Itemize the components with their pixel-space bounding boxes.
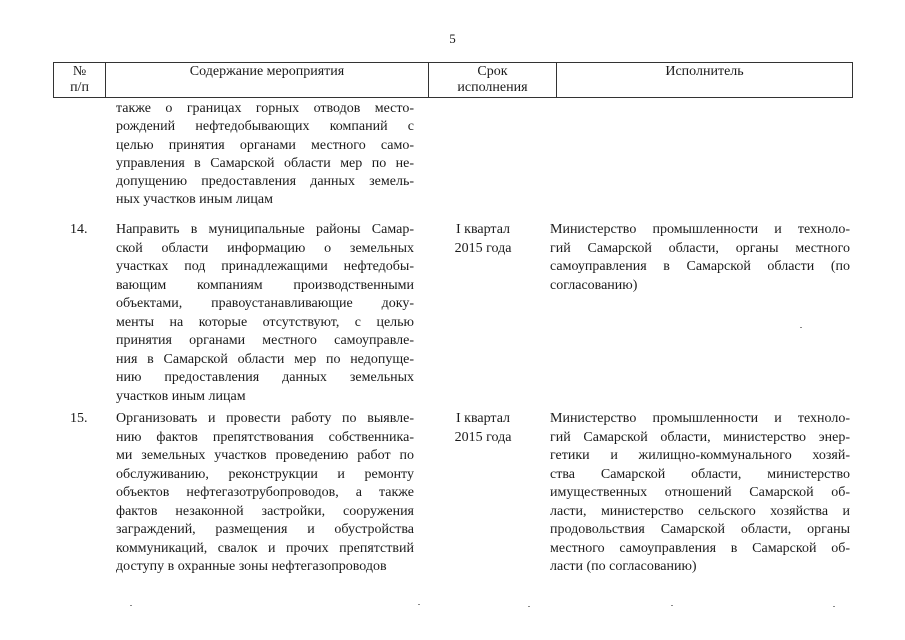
row-executor <box>550 410 850 577</box>
scan-speck <box>833 606 835 607</box>
content-line: принятия органами местного самоуправле- <box>116 333 414 348</box>
term-line: I квартал <box>455 222 511 237</box>
content-line: ми земельных участков проведению работ по <box>116 448 414 463</box>
continuation-line: целью принятия органами местного само- <box>116 137 414 153</box>
scan-speck <box>130 605 132 606</box>
continuation-line: управления в Самарской области мер по не- <box>116 155 414 171</box>
executor-line: ласти, министерство сельского хозяйства и <box>550 503 850 519</box>
executor-line: местного самоуправления в Самарской об- <box>550 540 850 556</box>
header-col-term-line1: Срок <box>477 64 508 79</box>
scan-speck <box>528 606 530 607</box>
executor-line: гий Самарской области, министерство энер- <box>550 429 850 445</box>
scan-speck <box>800 327 802 328</box>
row-term <box>438 221 528 258</box>
continuation-line: ных участков иным лицам <box>116 192 273 208</box>
header-col-content: Содержание мероприятия <box>106 63 429 98</box>
executor-line: ласти (по согласованию) <box>550 559 697 574</box>
row-term <box>438 410 528 447</box>
scan-speck <box>671 605 673 606</box>
content-line: обслуживанию, реконструкции и ремонту <box>116 466 414 482</box>
content-line: объектами, правоустанавливающие доку- <box>116 296 414 311</box>
executor-line: Министерство промышленности и техноло- <box>550 411 850 426</box>
executor-line: самоуправления в Самарской области (по <box>550 259 850 274</box>
page-number: 5 <box>449 31 456 46</box>
content-line: коммуникаций, свалок и прочих препятствий <box>116 540 414 556</box>
header-col-term <box>429 63 557 98</box>
executor-line: ства Самарской области, министерство <box>550 466 850 482</box>
executor-line: имущественных отношений Самарской об- <box>550 485 850 500</box>
content-line: ской области информацию о земельных <box>116 240 414 256</box>
row-number: 15. <box>70 411 88 426</box>
content-line: нию фактов препятствования собственника- <box>116 429 414 445</box>
continuation-text <box>116 100 414 210</box>
content-line: Направить в муниципальные районы Самар- <box>116 222 414 237</box>
content-line: нию предоставления данных земельных <box>116 370 414 385</box>
executor-line: Министерство промышленности и техноло- <box>550 222 850 237</box>
row-content <box>116 221 414 406</box>
executor-line: гетики и жилищно-коммунального хозяй- <box>550 448 850 463</box>
executor-line: согласованию) <box>550 277 638 293</box>
term-line: I квартал <box>455 411 511 426</box>
header-col-executor: Исполнитель <box>557 63 853 98</box>
header-col-number-line2: п/п <box>70 80 89 95</box>
row-executor <box>550 221 850 295</box>
row-content <box>116 410 414 577</box>
content-line: Организовать и провести работу по выявле- <box>116 411 414 426</box>
executor-line: гий Самарской области, органы местного <box>550 240 850 256</box>
content-line: участков иным лицам <box>116 388 246 404</box>
executor-line: продовольствия Самарской области, органы <box>550 522 850 537</box>
content-line: участках под принадлежащими нефтедобы- <box>116 259 414 274</box>
continuation-line: допущению предоставления данных земель- <box>116 174 414 190</box>
scan-speck <box>418 604 420 605</box>
term-line: 2015 года <box>454 429 512 445</box>
content-line: объектов нефтегазотрубопроводов, а также <box>116 485 414 500</box>
content-line: фактов незаконной застройки, сооружения <box>116 503 414 519</box>
content-line: ния в Самарской области мер по недопуще- <box>116 351 414 367</box>
term-line: 2015 года <box>454 240 512 256</box>
content-line: вающим компаниям производственными <box>116 277 414 293</box>
content-line: доступу в охранные зоны нефтегазопроводов <box>116 559 387 574</box>
header-col-term-line2: исполнения <box>457 80 528 95</box>
header-col-number <box>54 63 106 98</box>
continuation-line: рождений нефтедобывающих компаний с <box>116 119 414 135</box>
content-line: менты на которые отсутствуют, с целью <box>116 314 414 330</box>
header-col-number-line1: № <box>72 64 87 79</box>
content-line: заграждений, размещения и обустройства <box>116 522 414 537</box>
row-number: 14. <box>70 222 88 237</box>
continuation-line: также о границах горных отводов место- <box>116 101 414 116</box>
table-header <box>53 62 853 98</box>
